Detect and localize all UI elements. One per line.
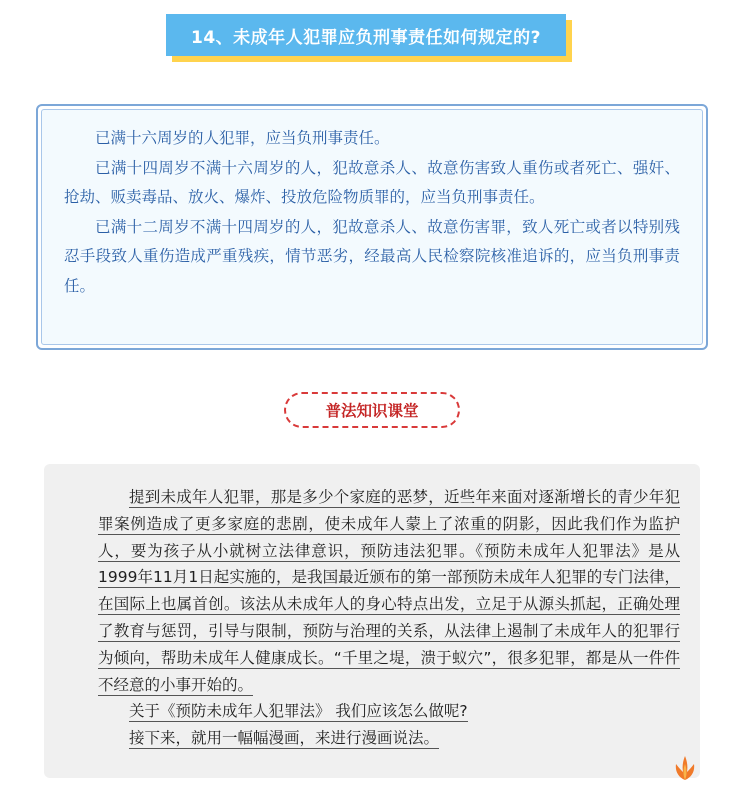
answer-paragraph-3: 已满十二周岁不满十四周岁的人，犯故意杀人、故意伤害罪，致人死亡或者以特别残忍手段致人重伤造成严重残疾，情节恶劣，经最高人民检察院核准追诉的，应当负刑事责任。 — [64, 217, 680, 295]
question-title: 14、未成年人犯罪应负刑事责任如何规定的? — [166, 14, 566, 56]
section-label-badge — [284, 392, 460, 428]
answer-content — [41, 109, 703, 345]
knowledge-question-text: 关于《预防未成年人犯罪法》 我们应该怎么做呢? — [129, 702, 468, 721]
section-label: 普法知识课堂 — [325, 402, 419, 420]
knowledge-intro — [98, 484, 680, 698]
answer-box — [36, 104, 708, 350]
knowledge-question — [98, 698, 680, 725]
question-title-card — [166, 14, 572, 62]
knowledge-closing — [98, 725, 680, 752]
answer-paragraph-1: 已满十六周岁的人犯罪，应当负刑事责任。 — [95, 129, 390, 147]
knowledge-closing-text: 接下来，就用一幅幅漫画，来进行漫画说法。 — [129, 729, 440, 748]
knowledge-panel — [44, 464, 700, 778]
leaf-icon — [672, 755, 698, 781]
answer-paragraph-2: 已满十四周岁不满十六周岁的人，犯故意杀人、故意伤害致人重伤或者死亡、强奸、抢劫、贩卖毒品、放火、爆炸、投放危险物质罪的，应当负刑事责任。 — [64, 158, 680, 206]
knowledge-intro-text: 提到未成年人犯罪，那是多少个家庭的恶梦，近些年来面对逐渐增长的青少年犯罪案例造成了更多家庭的悲剧，使未成年人蒙上了浓重的阴影，因此我们作为监护人，要为孩子从小就树立法律意识，预防违法犯罪。《预防未成年人犯罪法》是从1999年11月1日起实施的，是我国最近颁布的第一部预防未成年人犯罪的专门法律，在国际上也属首创。该法从未成年人的身心特点出发，立足于从源头抓起，正确处理了教育与惩罚，引导与限制，预防与治理的关系，从法律上遏制了未成年人的犯罪行为倾向，帮助未成年人健康成长。“千里之堤，溃于蚁穴”，很多犯罪，都是从一件件不经意的小事开始的。 — [98, 488, 680, 694]
